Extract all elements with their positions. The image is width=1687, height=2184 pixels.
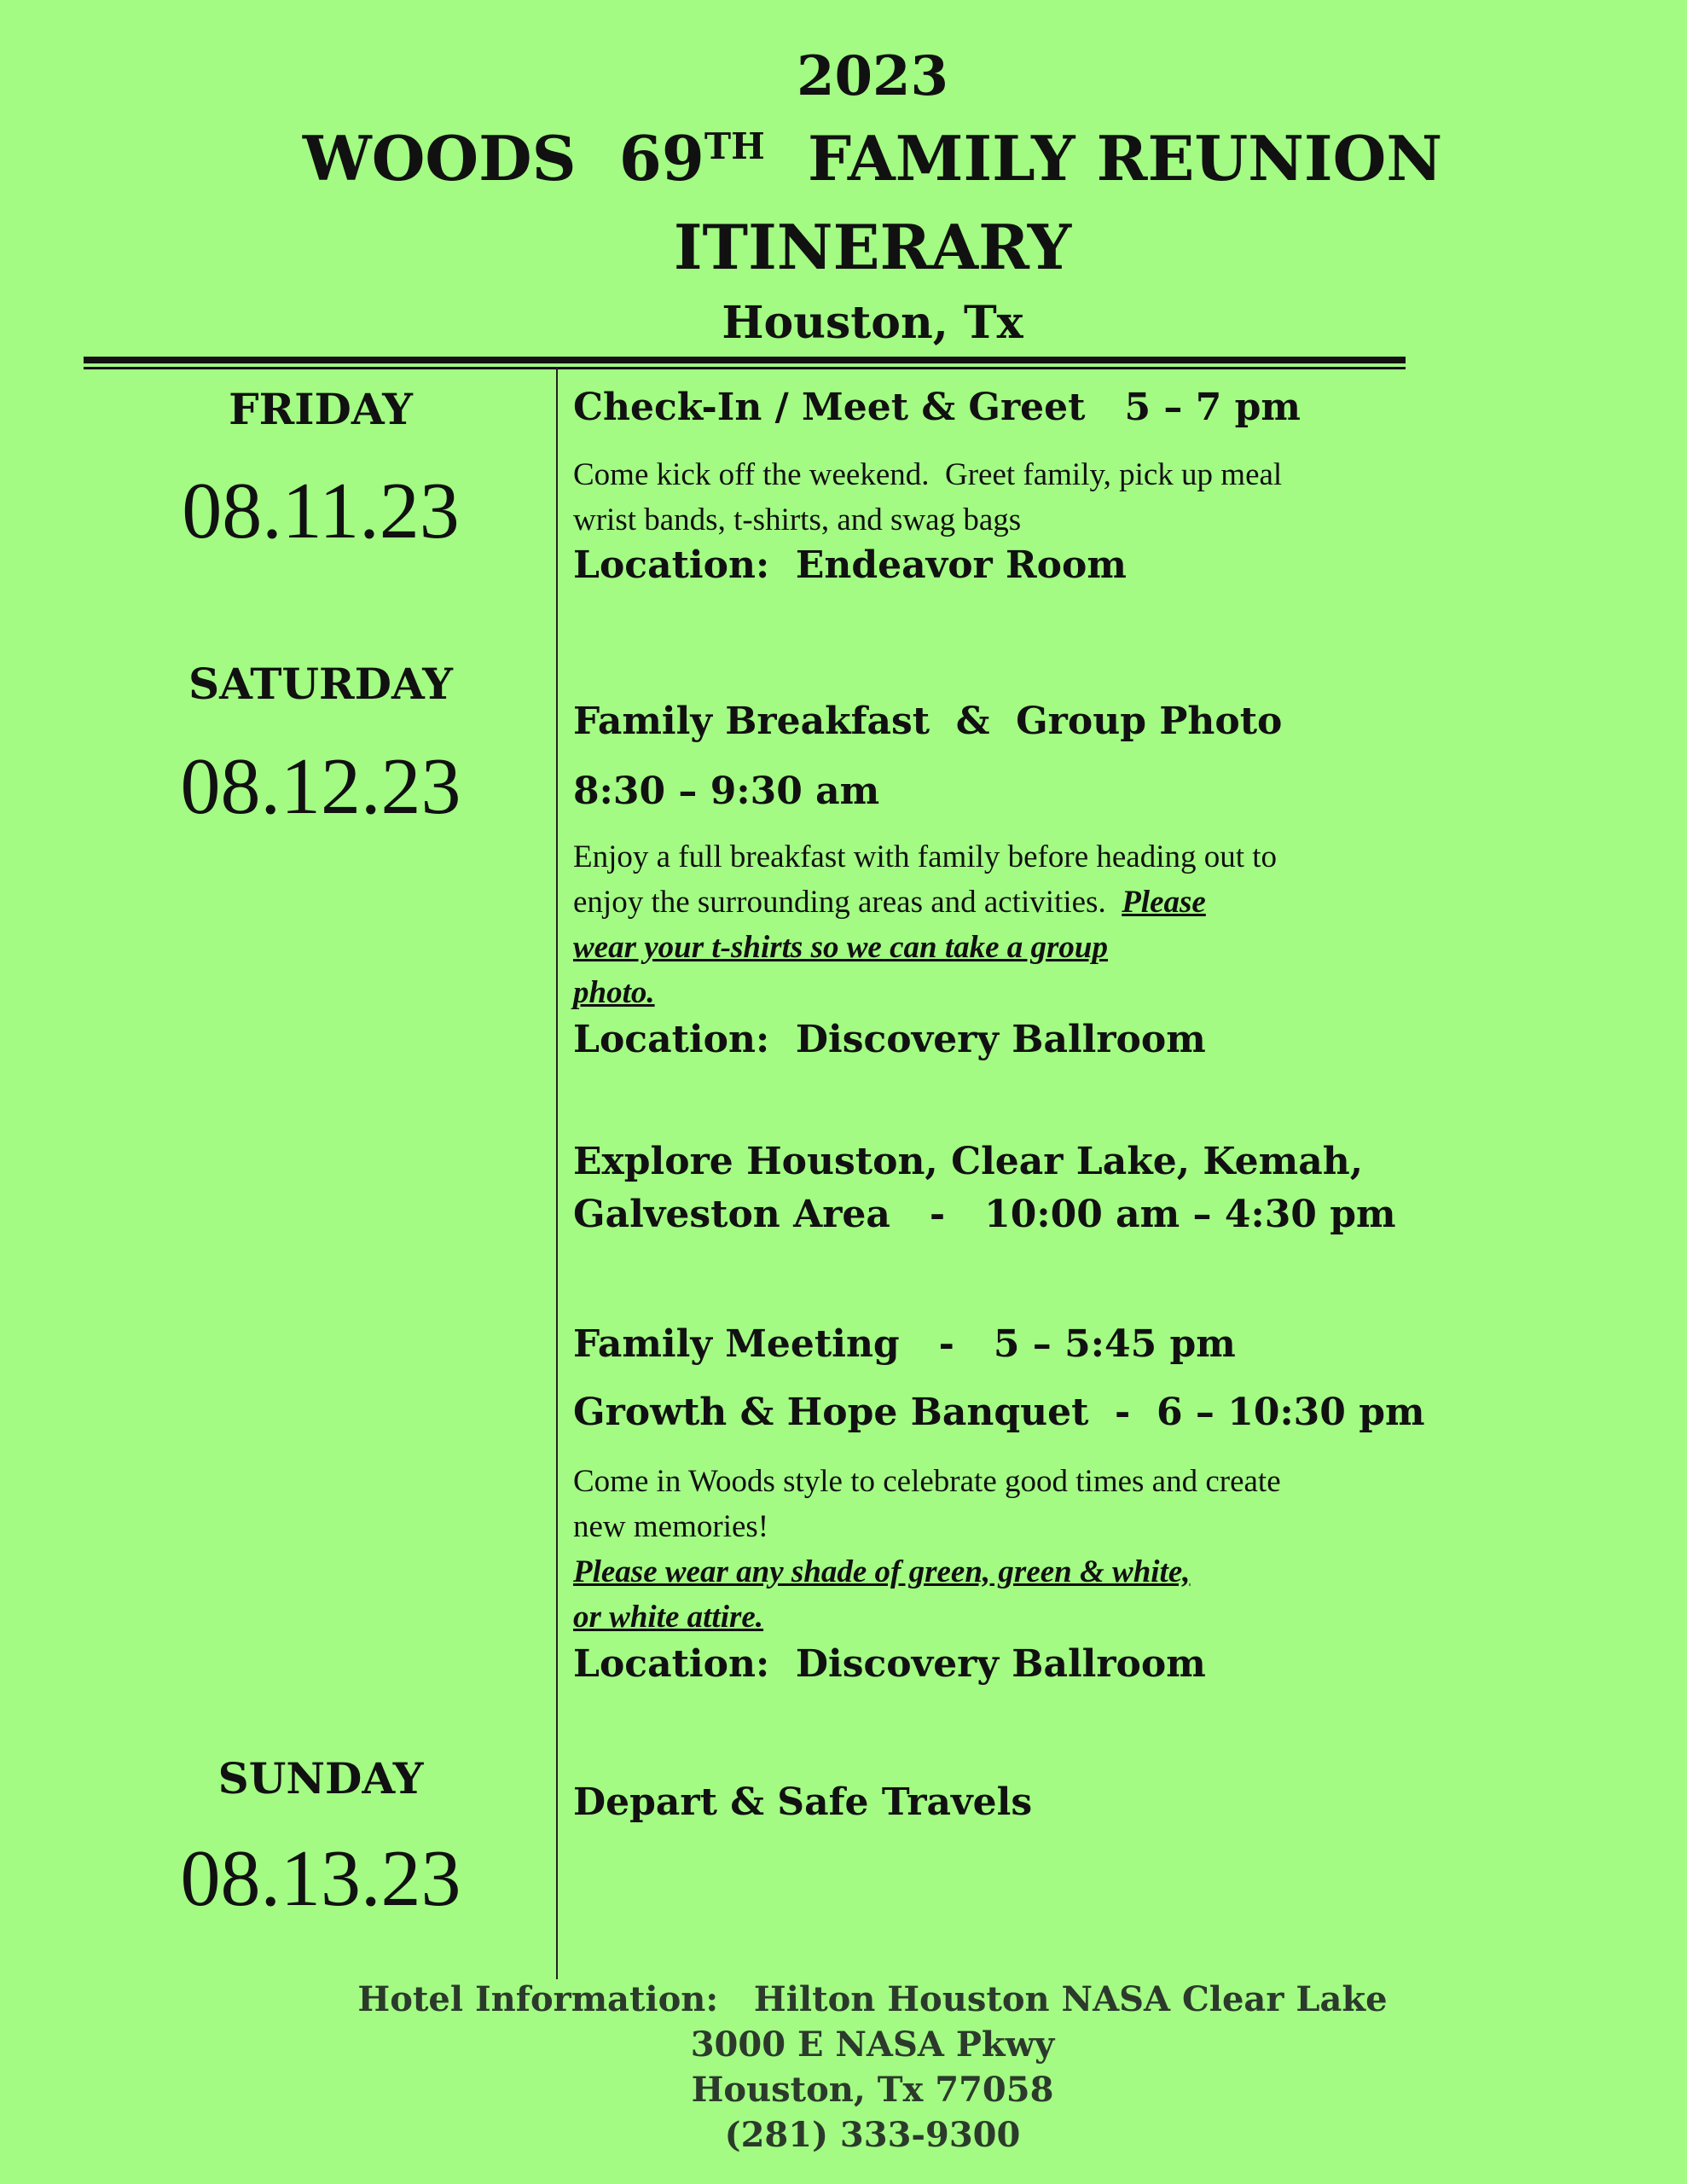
header-city: Houston, Tx	[722, 297, 1023, 349]
event-breakfast-description	[573, 834, 1409, 1015]
breakfast-emphasis-1: Please	[1122, 885, 1206, 920]
breakfast-emphasis-3: photo.	[573, 975, 655, 1010]
header-divider-thick	[84, 357, 1406, 363]
date-sunday: 08.13.23	[180, 1834, 461, 1923]
event-meeting-title: Family Meeting - 5 – 5:45 pm	[573, 1322, 1236, 1366]
event-explore-line-1: Explore Houston, Clear Lake, Kemah,	[573, 1140, 1364, 1183]
breakfast-desc-text: enjoy the surrounding areas and activities.	[573, 885, 1106, 920]
title-superscript: TH	[704, 125, 765, 167]
banquet-desc-line-1: Come in Woods style to celebrate good times and create	[573, 1464, 1281, 1499]
hotel-info: Hotel Information: Hilton Houston NASA Clear Lake	[357, 1979, 1388, 2019]
event-breakfast-location: Location: Discovery Ballroom	[573, 1018, 1206, 1061]
checkin-desc-line-1: Come kick off the weekend. Greet family, pick up meal	[573, 457, 1283, 492]
event-checkin-title: Check-In / Meet & Greet 5 – 7 pm	[573, 386, 1301, 429]
breakfast-desc-line-2	[573, 880, 1409, 925]
day-saturday: SATURDAY	[188, 659, 453, 709]
event-banquet-description	[573, 1459, 1409, 1640]
day-sunday: SUNDAY	[217, 1753, 424, 1804]
event-banquet-location: Location: Discovery Ballroom	[573, 1642, 1206, 1686]
date-friday: 08.11.23	[182, 467, 460, 555]
banquet-emphasis-2: or white attire.	[573, 1600, 764, 1635]
day-friday: FRIDAY	[229, 384, 413, 434]
header-divider-thin	[84, 367, 1406, 369]
event-depart-title: Depart & Safe Travels	[573, 1780, 1033, 1824]
event-checkin-description	[573, 452, 1409, 543]
page-title	[0, 122, 1687, 195]
event-breakfast-time: 8:30 – 9:30 am	[573, 770, 880, 813]
breakfast-desc-line-1: Enjoy a full breakfast with family before heading out to	[573, 839, 1278, 874]
banquet-emphasis-1: Please wear any shade of green, green & white,	[573, 1554, 1191, 1589]
date-saturday: 08.12.23	[180, 742, 461, 831]
banquet-desc-line-2: new memories!	[573, 1509, 769, 1544]
event-banquet-title: Growth & Hope Banquet - 6 – 10:30 pm	[573, 1391, 1425, 1434]
header-subtitle: ITINERARY	[673, 211, 1072, 283]
event-explore-line-2: Galveston Area - 10:00 am – 4:30 pm	[573, 1193, 1396, 1236]
title-prefix: WOODS 69	[302, 122, 704, 195]
title-suffix: FAMILY REUNION	[764, 122, 1443, 195]
hotel-phone: (281) 333-9300	[724, 2115, 1021, 2155]
column-divider	[556, 367, 558, 1979]
event-checkin-location: Location: Endeavor Room	[573, 543, 1127, 587]
hotel-address: 3000 E NASA Pkwy	[690, 2024, 1055, 2065]
breakfast-emphasis-2: wear your t-shirts so we can take a group	[573, 930, 1109, 965]
hotel-city: Houston, Tx 77058	[691, 2070, 1054, 2110]
event-breakfast-title: Family Breakfast & Group Photo	[573, 700, 1283, 743]
header-year: 2023	[796, 44, 949, 108]
checkin-desc-line-2: wrist bands, t-shirts, and swag bags	[573, 502, 1022, 537]
